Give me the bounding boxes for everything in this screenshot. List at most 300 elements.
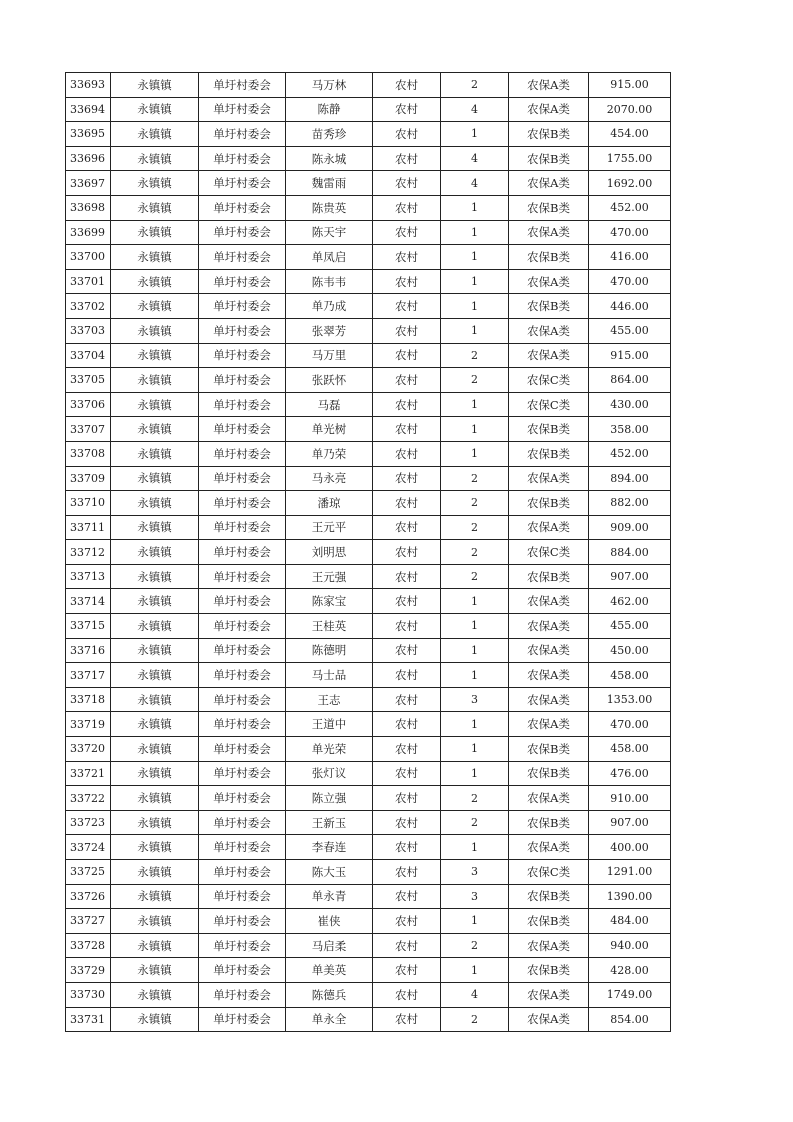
person-name-cell: 张翠芳 [286,318,373,343]
village-committee-cell: 单圩村委会 [199,122,286,147]
family-size-cell: 1 [441,392,509,417]
household-type-cell: 农村 [373,1007,441,1032]
record-id-cell: 33703 [66,318,111,343]
record-id-cell: 33719 [66,712,111,737]
town-cell: 永镇镇 [111,245,199,270]
village-committee-cell: 单圩村委会 [199,269,286,294]
town-cell: 永镇镇 [111,860,199,885]
village-committee-cell: 单圩村委会 [199,958,286,983]
record-id-cell: 33724 [66,835,111,860]
person-name-cell: 马万里 [286,343,373,368]
record-id-cell: 33717 [66,663,111,688]
record-id-cell: 33711 [66,515,111,540]
village-committee-cell: 单圩村委会 [199,1007,286,1032]
family-size-cell: 4 [441,146,509,171]
person-name-cell: 陈贵英 [286,195,373,220]
table-row [66,860,671,885]
household-type-cell: 农村 [373,589,441,614]
person-name-cell: 李春连 [286,835,373,860]
town-cell: 永镇镇 [111,171,199,196]
record-id-cell: 33725 [66,860,111,885]
amount-cell: 462.00 [589,589,671,614]
village-committee-cell: 单圩村委会 [199,491,286,516]
household-type-cell: 农村 [373,171,441,196]
person-name-cell: 单永青 [286,884,373,909]
record-id-cell: 33731 [66,1007,111,1032]
household-type-cell: 农村 [373,712,441,737]
table-body [66,73,671,1032]
village-committee-cell: 单圩村委会 [199,73,286,98]
table-row [66,884,671,909]
village-committee-cell: 单圩村委会 [199,417,286,442]
town-cell: 永镇镇 [111,491,199,516]
amount-cell: 2070.00 [589,97,671,122]
amount-cell: 358.00 [589,417,671,442]
record-id-cell: 33704 [66,343,111,368]
amount-cell: 470.00 [589,712,671,737]
town-cell: 永镇镇 [111,810,199,835]
person-name-cell: 单永全 [286,1007,373,1032]
family-size-cell: 1 [441,835,509,860]
family-size-cell: 1 [441,614,509,639]
village-committee-cell: 单圩村委会 [199,638,286,663]
amount-cell: 940.00 [589,933,671,958]
village-committee-cell: 单圩村委会 [199,540,286,565]
amount-cell: 864.00 [589,368,671,393]
family-size-cell: 2 [441,564,509,589]
family-size-cell: 1 [441,220,509,245]
insurance-category-cell: 农保A类 [509,687,589,712]
table-row [66,982,671,1007]
table-row [66,909,671,934]
town-cell: 永镇镇 [111,417,199,442]
town-cell: 永镇镇 [111,294,199,319]
table-row [66,786,671,811]
record-id-cell: 33696 [66,146,111,171]
person-name-cell: 马磊 [286,392,373,417]
table-row [66,392,671,417]
amount-cell: 454.00 [589,122,671,147]
family-size-cell: 4 [441,171,509,196]
family-size-cell: 2 [441,786,509,811]
village-committee-cell: 单圩村委会 [199,786,286,811]
village-committee-cell: 单圩村委会 [199,515,286,540]
town-cell: 永镇镇 [111,712,199,737]
amount-cell: 430.00 [589,392,671,417]
household-type-cell: 农村 [373,614,441,639]
family-size-cell: 2 [441,933,509,958]
table-row [66,835,671,860]
insurance-category-cell: 农保B类 [509,958,589,983]
town-cell: 永镇镇 [111,195,199,220]
insurance-category-cell: 农保B类 [509,884,589,909]
amount-cell: 484.00 [589,909,671,934]
amount-cell: 1353.00 [589,687,671,712]
village-committee-cell: 单圩村委会 [199,318,286,343]
person-name-cell: 单光荣 [286,737,373,762]
person-name-cell: 单凤启 [286,245,373,270]
town-cell: 永镇镇 [111,786,199,811]
person-name-cell: 王道中 [286,712,373,737]
village-committee-cell: 单圩村委会 [199,982,286,1007]
village-committee-cell: 单圩村委会 [199,761,286,786]
family-size-cell: 1 [441,269,509,294]
insurance-category-cell: 农保C类 [509,540,589,565]
amount-cell: 470.00 [589,220,671,245]
table-row [66,810,671,835]
table-row [66,958,671,983]
town-cell: 永镇镇 [111,146,199,171]
record-id-cell: 33705 [66,368,111,393]
town-cell: 永镇镇 [111,663,199,688]
family-size-cell: 2 [441,810,509,835]
record-id-cell: 33730 [66,982,111,1007]
insurance-category-cell: 农保A类 [509,982,589,1007]
amount-cell: 1755.00 [589,146,671,171]
family-size-cell: 2 [441,1007,509,1032]
insurance-category-cell: 农保A类 [509,933,589,958]
family-size-cell: 3 [441,860,509,885]
record-id-cell: 33709 [66,466,111,491]
table-row [66,97,671,122]
town-cell: 永镇镇 [111,122,199,147]
record-id-cell: 33714 [66,589,111,614]
amount-cell: 884.00 [589,540,671,565]
amount-cell: 854.00 [589,1007,671,1032]
table-row [66,195,671,220]
person-name-cell: 马士品 [286,663,373,688]
family-size-cell: 1 [441,122,509,147]
village-committee-cell: 单圩村委会 [199,368,286,393]
amount-cell: 909.00 [589,515,671,540]
person-name-cell: 潘琼 [286,491,373,516]
town-cell: 永镇镇 [111,614,199,639]
household-type-cell: 农村 [373,73,441,98]
village-committee-cell: 单圩村委会 [199,441,286,466]
insurance-category-cell: 农保A类 [509,343,589,368]
household-type-cell: 农村 [373,269,441,294]
insurance-category-cell: 农保B类 [509,195,589,220]
table-row [66,343,671,368]
amount-cell: 428.00 [589,958,671,983]
record-id-cell: 33720 [66,737,111,762]
amount-cell: 882.00 [589,491,671,516]
insurance-category-cell: 农保A类 [509,97,589,122]
amount-cell: 452.00 [589,441,671,466]
village-committee-cell: 单圩村委会 [199,884,286,909]
household-type-cell: 农村 [373,638,441,663]
household-type-cell: 农村 [373,958,441,983]
insurance-category-cell: 农保C类 [509,392,589,417]
town-cell: 永镇镇 [111,540,199,565]
insurance-category-cell: 农保A类 [509,1007,589,1032]
family-size-cell: 1 [441,663,509,688]
household-type-cell: 农村 [373,687,441,712]
family-size-cell: 2 [441,73,509,98]
table-row [66,245,671,270]
insurance-category-cell: 农保A类 [509,269,589,294]
household-type-cell: 农村 [373,441,441,466]
person-name-cell: 陈天宇 [286,220,373,245]
town-cell: 永镇镇 [111,368,199,393]
insurance-category-cell: 农保A类 [509,220,589,245]
insurance-category-cell: 农保B类 [509,909,589,934]
household-type-cell: 农村 [373,195,441,220]
village-committee-cell: 单圩村委会 [199,712,286,737]
insurance-category-cell: 农保A类 [509,73,589,98]
household-type-cell: 农村 [373,368,441,393]
table-row [66,687,671,712]
person-name-cell: 魏雷雨 [286,171,373,196]
town-cell: 永镇镇 [111,466,199,491]
person-name-cell: 马万林 [286,73,373,98]
record-id-cell: 33722 [66,786,111,811]
record-id-cell: 33713 [66,564,111,589]
record-id-cell: 33693 [66,73,111,98]
town-cell: 永镇镇 [111,737,199,762]
family-size-cell: 1 [441,245,509,270]
amount-cell: 476.00 [589,761,671,786]
family-size-cell: 1 [441,589,509,614]
town-cell: 永镇镇 [111,269,199,294]
insurance-category-cell: 农保A类 [509,638,589,663]
household-type-cell: 农村 [373,933,441,958]
family-size-cell: 1 [441,909,509,934]
town-cell: 永镇镇 [111,933,199,958]
insurance-category-cell: 农保B类 [509,122,589,147]
town-cell: 永镇镇 [111,220,199,245]
table-row [66,515,671,540]
record-id-cell: 33712 [66,540,111,565]
household-type-cell: 农村 [373,860,441,885]
person-name-cell: 陈德兵 [286,982,373,1007]
village-committee-cell: 单圩村委会 [199,614,286,639]
household-type-cell: 农村 [373,97,441,122]
table-row [66,712,671,737]
town-cell: 永镇镇 [111,638,199,663]
household-type-cell: 农村 [373,663,441,688]
insurance-category-cell: 农保B类 [509,737,589,762]
person-name-cell: 王志 [286,687,373,712]
family-size-cell: 2 [441,368,509,393]
family-size-cell: 2 [441,343,509,368]
household-type-cell: 农村 [373,564,441,589]
person-name-cell: 陈永城 [286,146,373,171]
village-committee-cell: 单圩村委会 [199,220,286,245]
household-type-cell: 农村 [373,786,441,811]
record-id-cell: 33701 [66,269,111,294]
town-cell: 永镇镇 [111,835,199,860]
insurance-category-cell: 农保A类 [509,835,589,860]
household-type-cell: 农村 [373,343,441,368]
table-row [66,122,671,147]
record-id-cell: 33708 [66,441,111,466]
village-committee-cell: 单圩村委会 [199,909,286,934]
amount-cell: 915.00 [589,343,671,368]
table-row [66,269,671,294]
record-id-cell: 33702 [66,294,111,319]
insurance-category-cell: 农保B类 [509,810,589,835]
family-size-cell: 1 [441,417,509,442]
amount-cell: 907.00 [589,810,671,835]
town-cell: 永镇镇 [111,318,199,343]
family-size-cell: 2 [441,466,509,491]
table-row [66,220,671,245]
family-size-cell: 1 [441,638,509,663]
village-committee-cell: 单圩村委会 [199,97,286,122]
record-id-cell: 33710 [66,491,111,516]
insurance-category-cell: 农保A类 [509,318,589,343]
record-id-cell: 33706 [66,392,111,417]
village-committee-cell: 单圩村委会 [199,860,286,885]
town-cell: 永镇镇 [111,909,199,934]
village-committee-cell: 单圩村委会 [199,933,286,958]
person-name-cell: 王元平 [286,515,373,540]
household-type-cell: 农村 [373,491,441,516]
record-id-cell: 33715 [66,614,111,639]
village-committee-cell: 单圩村委会 [199,195,286,220]
person-name-cell: 陈立强 [286,786,373,811]
household-type-cell: 农村 [373,417,441,442]
insurance-category-cell: 农保A类 [509,663,589,688]
family-size-cell: 1 [441,294,509,319]
household-type-cell: 农村 [373,245,441,270]
record-id-cell: 33723 [66,810,111,835]
village-committee-cell: 单圩村委会 [199,466,286,491]
family-size-cell: 4 [441,982,509,1007]
table-row [66,1007,671,1032]
village-committee-cell: 单圩村委会 [199,564,286,589]
person-name-cell: 单美英 [286,958,373,983]
household-type-cell: 农村 [373,146,441,171]
insurance-category-cell: 农保A类 [509,589,589,614]
insurance-category-cell: 农保B类 [509,491,589,516]
record-id-cell: 33695 [66,122,111,147]
record-id-cell: 33698 [66,195,111,220]
table-row [66,146,671,171]
family-size-cell: 1 [441,441,509,466]
household-type-cell: 农村 [373,761,441,786]
person-name-cell: 单乃荣 [286,441,373,466]
table-row [66,318,671,343]
household-type-cell: 农村 [373,220,441,245]
record-id-cell: 33718 [66,687,111,712]
table-row [66,933,671,958]
village-committee-cell: 单圩村委会 [199,835,286,860]
amount-cell: 1291.00 [589,860,671,885]
amount-cell: 894.00 [589,466,671,491]
table-row [66,540,671,565]
family-size-cell: 3 [441,884,509,909]
family-size-cell: 2 [441,515,509,540]
family-size-cell: 1 [441,318,509,343]
amount-cell: 1749.00 [589,982,671,1007]
table-row [66,294,671,319]
family-size-cell: 1 [441,761,509,786]
insurance-category-cell: 农保A类 [509,171,589,196]
amount-cell: 400.00 [589,835,671,860]
table-row [66,417,671,442]
record-id-cell: 33697 [66,171,111,196]
table-row [66,466,671,491]
person-name-cell: 单光树 [286,417,373,442]
person-name-cell: 陈家宝 [286,589,373,614]
amount-cell: 452.00 [589,195,671,220]
person-name-cell: 崔侠 [286,909,373,934]
town-cell: 永镇镇 [111,343,199,368]
household-type-cell: 农村 [373,392,441,417]
person-name-cell: 王桂英 [286,614,373,639]
family-size-cell: 3 [441,687,509,712]
person-name-cell: 马启柔 [286,933,373,958]
record-id-cell: 33707 [66,417,111,442]
town-cell: 永镇镇 [111,1007,199,1032]
person-name-cell: 陈静 [286,97,373,122]
town-cell: 永镇镇 [111,392,199,417]
household-type-cell: 农村 [373,318,441,343]
table-row [66,368,671,393]
insurance-category-cell: 农保B类 [509,146,589,171]
person-name-cell: 王元强 [286,564,373,589]
person-name-cell: 苗秀珍 [286,122,373,147]
family-size-cell: 1 [441,737,509,762]
family-size-cell: 2 [441,491,509,516]
insurance-category-cell: 农保B类 [509,245,589,270]
family-size-cell: 1 [441,958,509,983]
village-committee-cell: 单圩村委会 [199,343,286,368]
household-type-cell: 农村 [373,737,441,762]
household-type-cell: 农村 [373,294,441,319]
village-committee-cell: 单圩村委会 [199,687,286,712]
record-id-cell: 33726 [66,884,111,909]
table-row [66,73,671,98]
town-cell: 永镇镇 [111,884,199,909]
person-name-cell: 张跃怀 [286,368,373,393]
town-cell: 永镇镇 [111,441,199,466]
village-committee-cell: 单圩村委会 [199,294,286,319]
amount-cell: 907.00 [589,564,671,589]
insurance-category-cell: 农保B类 [509,417,589,442]
insurance-category-cell: 农保C类 [509,860,589,885]
table-row [66,638,671,663]
village-committee-cell: 单圩村委会 [199,392,286,417]
table-row [66,589,671,614]
person-name-cell: 单乃成 [286,294,373,319]
town-cell: 永镇镇 [111,982,199,1007]
person-name-cell: 王新玉 [286,810,373,835]
town-cell: 永镇镇 [111,761,199,786]
amount-cell: 458.00 [589,737,671,762]
record-id-cell: 33716 [66,638,111,663]
record-id-cell: 33721 [66,761,111,786]
insurance-category-cell: 农保B类 [509,441,589,466]
family-size-cell: 2 [441,540,509,565]
table-row [66,614,671,639]
table-row [66,171,671,196]
village-committee-cell: 单圩村委会 [199,146,286,171]
record-id-cell: 33699 [66,220,111,245]
amount-cell: 470.00 [589,269,671,294]
record-id-cell: 33727 [66,909,111,934]
person-name-cell: 刘明思 [286,540,373,565]
insurance-category-cell: 农保A类 [509,614,589,639]
household-type-cell: 农村 [373,515,441,540]
table-row [66,761,671,786]
amount-cell: 1692.00 [589,171,671,196]
village-committee-cell: 单圩村委会 [199,737,286,762]
table-row [66,491,671,516]
village-committee-cell: 单圩村委会 [199,171,286,196]
